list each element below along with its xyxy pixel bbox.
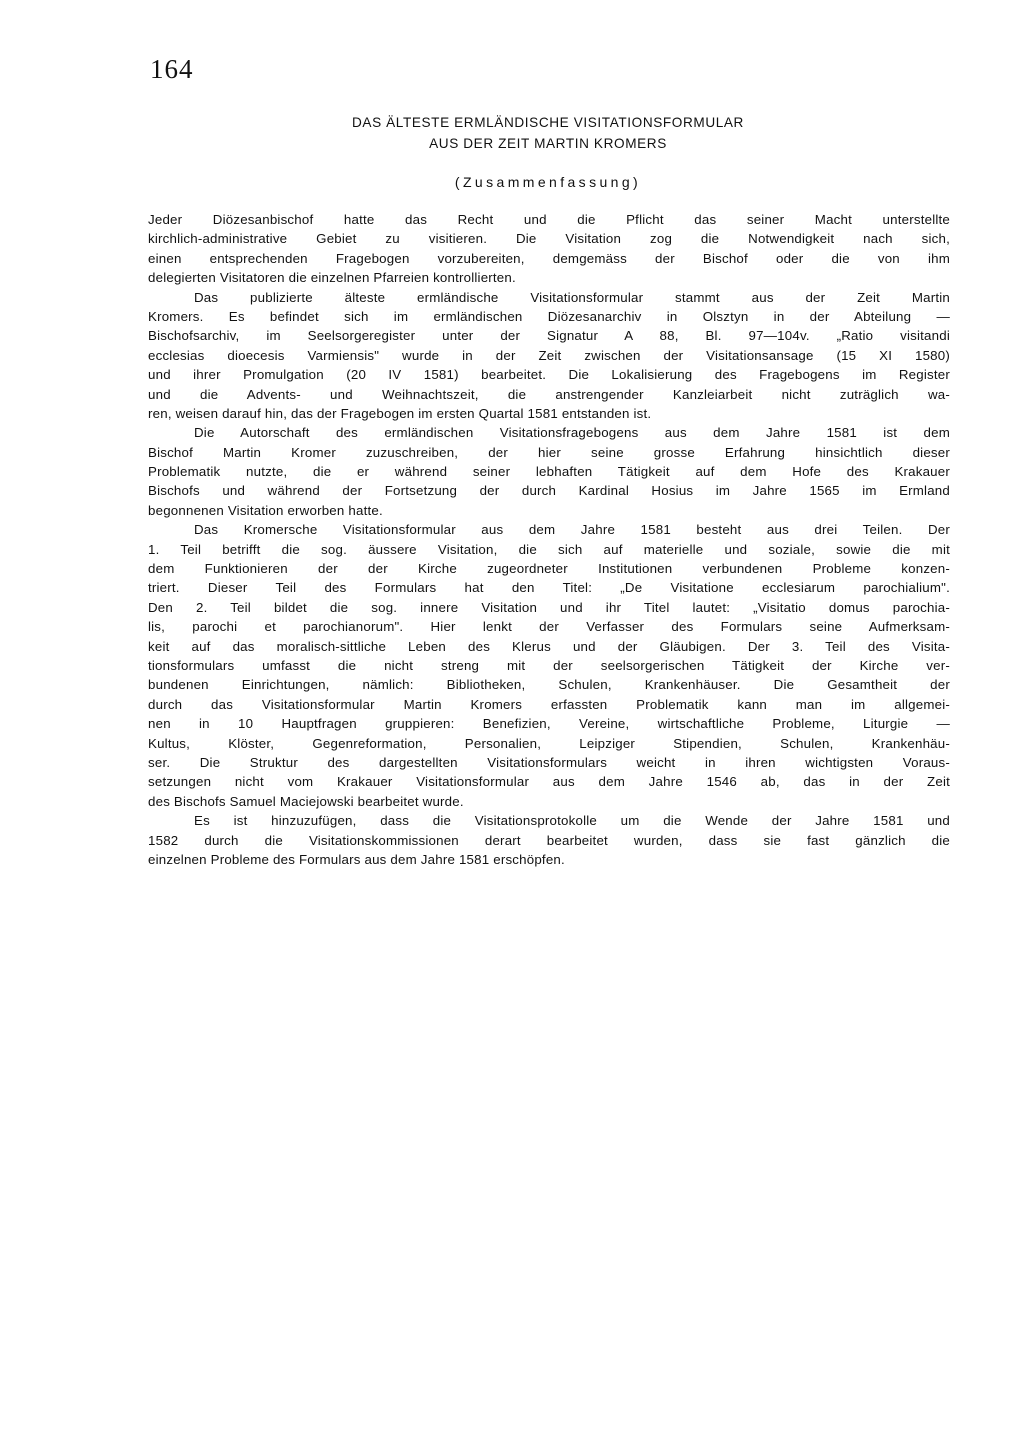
- text-line: begonnenen Visitation erworben hatte.: [148, 502, 383, 518]
- text-line: 1582 durch die Visitationskommissionen derart bearbeitet wurden, dass sie fast gänzlich die: [148, 832, 950, 848]
- text-line: ren, weisen darauf hin, das der Fragebogen im ersten Quartal 1581 entstanden ist.: [148, 405, 652, 421]
- text-line: 1. Teil betrifft die sog. äussere Visitation, die sich auf materielle und soziale, sowie die mit: [148, 541, 950, 557]
- text-line: triert. Dieser Teil des Formulars hat den Titel: „De Visitatione ecclesiarum parochialium".: [148, 580, 950, 596]
- text-line: einen entsprechenden Fragebogen vorzubereiten, demgemäss der Bischof oder die von ihm: [148, 250, 950, 266]
- text-line: keit auf das moralisch-sittliche Leben des Klerus und der Gläubigen. Der 3. Teil des Visita-: [148, 638, 950, 654]
- text-line: setzungen nicht vom Krakauer Visitationsformular aus dem Jahre 1546 ab, das in der Zeit: [148, 774, 950, 790]
- text-line: Das publizierte älteste ermländische Visitationsformular stammt aus der Zeit Martin: [194, 289, 950, 305]
- text-line: Kultus, Klöster, Gegenreformation, Personalien, Leipziger Stipendien, Schulen, Krankenhäu-: [148, 735, 950, 751]
- text-line: einzelnen Probleme des Formulars aus dem Jahre 1581 erschöpfen.: [148, 851, 565, 867]
- title-line-1: DAS ÄLTESTE ERMLÄNDISCHE VISITATIONSFORMULAR: [352, 115, 744, 130]
- text-line: und die Advents- und Weihnachtszeit, die anstrengender Kanzleiarbeit nicht zuträglich wa-: [148, 386, 950, 402]
- text-line: Problematik nutzte, die er während seiner lebhaften Tätigkeit auf dem Hofe des Krakauer: [148, 464, 950, 480]
- document-subtitle: (Zusammenfassung): [454, 174, 642, 190]
- title-line-2: AUS DER ZEIT MARTIN KROMERS: [429, 136, 667, 151]
- text-line: delegierten Visitatoren die einzelnen Pfarreien kontrollierten.: [148, 270, 516, 286]
- text-line: Bischof Martin Kromer zuzuschreiben, der hier seine grosse Erfahrung hinsichtlich dieser: [148, 444, 950, 460]
- text-line: Den 2. Teil bildet die sog. innere Visitation und ihr Titel lautet: „Visitatio domus parochia-: [148, 599, 950, 615]
- text-line: Jeder Diözesanbischof hatte das Recht und die Pflicht das seiner Macht unterstellte: [148, 212, 950, 227]
- text-line: durch das Visitationsformular Martin Kromers erfassten Problematik kann man im allgemei-: [148, 696, 950, 712]
- text-line: nen in 10 Hauptfragen gruppieren: Benefizien, Vereine, wirtschaftliche Probleme, Liturgie —: [148, 716, 950, 732]
- text-line: Bischofsarchiv, im Seelsorgeregister unter der Signatur A 88, Bl. 97—104v. „Ratio visitandi: [148, 328, 950, 344]
- text-line: und ihrer Promulgation (20 IV 1581) bearbeitet. Die Lokalisierung des Fragebogens im Register: [148, 367, 950, 383]
- summary-body: [148, 210, 950, 869]
- text-line: Kromers. Es befindet sich im ermländischen Diözesanarchiv in Olsztyn in der Abteilung —: [148, 308, 950, 324]
- text-line: ser. Die Struktur des dargestellten Visitationsformulars weicht in ihren wichtigsten Voraus-: [148, 754, 950, 770]
- text-line: des Bischofs Samuel Maciejowski bearbeitet wurde.: [148, 793, 464, 809]
- text-line: Es ist hinzuzufügen, dass die Visitationsprotokolle um die Wende der Jahre 1581 und: [194, 813, 950, 829]
- text-line: dem Funktionieren der der Kirche zugeordneter Institutionen verbundenen Probleme konzen-: [148, 561, 950, 577]
- text-line: tionsformulars umfasst die nicht streng mit der seelsorgerischen Tätigkeit der Kirche ver-: [148, 657, 950, 673]
- text-line: Das Kromersche Visitationsformular aus dem Jahre 1581 besteht aus drei Teilen. Der: [194, 522, 950, 538]
- text-line: Bischofs und während der Fortsetzung der durch Kardinal Hosius im Jahre 1565 im Ermland: [148, 483, 950, 499]
- text-line: ecclesias dioecesis Varmiensis" wurde in der Zeit zwischen der Visitationsansage (15 XI 1580): [148, 347, 950, 363]
- text-line: lis, parochi et parochianorum". Hier lenkt der Verfasser des Formulars seine Aufmerksam-: [148, 619, 950, 635]
- page-number: 164: [150, 54, 194, 84]
- text-line: kirchlich-administrative Gebiet zu visitieren. Die Visitation zog die Notwendigkeit nach sich,: [148, 231, 950, 247]
- document-title: [148, 112, 948, 154]
- text-line: Die Autorschaft des ermländischen Visitationsfragebogens aus dem Jahre 1581 ist dem: [194, 425, 950, 441]
- text-line: bundenen Einrichtungen, nämlich: Bibliotheken, Schulen, Krankenhäuser. Die Gesamtheit der: [148, 677, 950, 693]
